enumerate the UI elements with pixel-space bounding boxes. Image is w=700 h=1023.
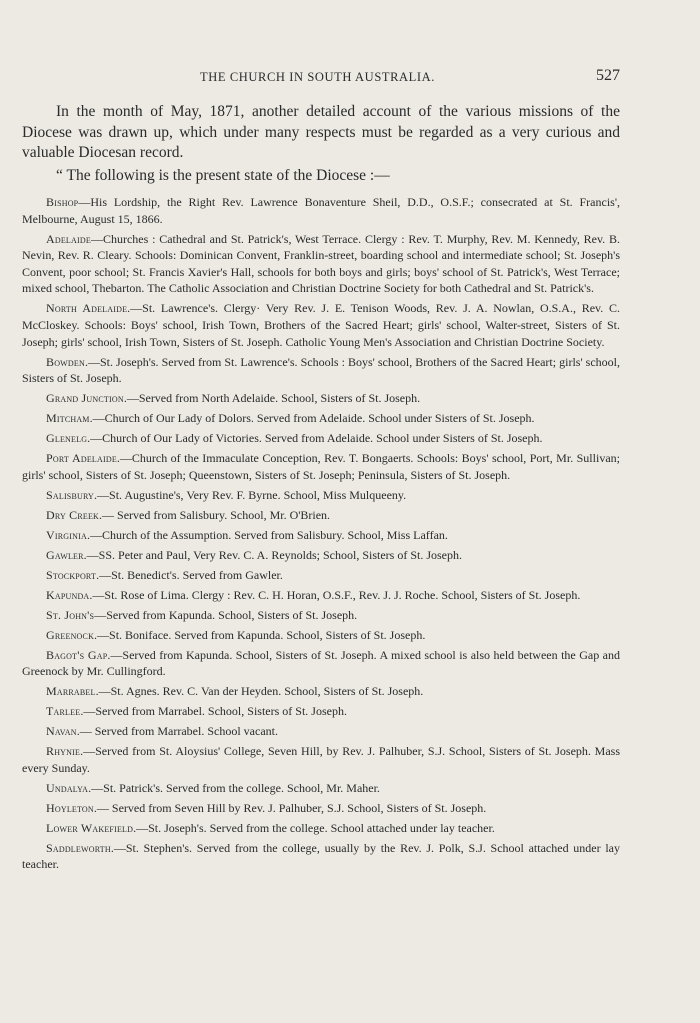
diocese-entry	[22, 507, 620, 524]
diocese-entries	[22, 194, 620, 873]
running-title: THE CHURCH IN SOUTH AUSTRALIA.	[200, 70, 436, 84]
entry-text: .—Served from Marrabel. School, Sisters of St. Joseph.	[80, 704, 347, 719]
entry-place: Grand Junction	[46, 391, 124, 406]
diocese-entry	[22, 231, 620, 297]
diocese-entry	[22, 450, 620, 483]
page-number: 527	[596, 67, 620, 84]
entry-place: Kapunda	[46, 587, 90, 602]
diocese-entry	[22, 567, 620, 584]
entry-place: Bishop	[46, 195, 79, 209]
entry-place: Dry Creek	[46, 507, 100, 522]
entry-place: Undalya	[46, 780, 89, 795]
entry-place: North Adelaide	[46, 301, 128, 316]
diocese-entry	[22, 354, 620, 387]
diocese-entry	[22, 780, 620, 797]
entry-text: .—Church of Our Lady of Victories. Served from Adelaide. School under Sisters of St. Joseph.	[87, 431, 543, 446]
entry-place: Tarlee	[46, 704, 81, 719]
diocese-entry	[22, 300, 620, 350]
entry-text: .—St. Patrick's. Served from the college. School, Mr. Maher.	[88, 780, 380, 795]
entry-text: .—St. Boniface. Served from Kapunda. School, Sisters of St. Joseph.	[94, 627, 426, 642]
entry-text: .—St. Stephen's. Served from the college, usually by the Rev. J. Polk, S.J. School attached under lay teacher.	[22, 840, 620, 872]
entry-text: .—St. Joseph's. Served from St. Lawrence's. Schools : Boys' school, Brothers of the Sacred Heart; girls' school, Sisters of St. Joseph.	[22, 354, 620, 386]
entry-place: Marrabel	[46, 684, 96, 699]
body-text	[22, 102, 620, 876]
diocese-entry	[22, 627, 620, 644]
entry-place: Hoyleton	[46, 800, 94, 815]
entry-text: .—St. Lawrence's. Clergy· Very Rev. J. E. Tenison Woods, Rev. J. A. Nowlan, O.S.A., Rev. C. McCloskey. Schools: Boys' school, Irish Town, Brothers of the Sacred Heart; girls' school, Walter-street, Sisters of St. Joseph; girls' school, Irish Town, Sisters of St. Joseph. Catholic Young Men's Association and Christian Doctrine Society.	[22, 301, 620, 349]
entry-text: .— Served from Salisbury. School, Mr. O'Brien.	[99, 507, 331, 522]
diocese-entry	[22, 194, 620, 227]
entry-place: Greenock	[46, 627, 95, 642]
entry-text: .—St. Augustine's, Very Rev. F. Byrne. School, Miss Mulqueeny.	[94, 487, 407, 502]
diocese-entry	[22, 607, 620, 624]
diocese-entry	[22, 743, 620, 776]
entry-place: Saddleworth	[46, 840, 111, 855]
entry-place: Rhynie	[46, 744, 81, 759]
diocese-entry	[22, 820, 620, 837]
entry-text: .—Served from Kapunda. School, Sisters of St. Joseph. A mixed school is also held between the Gap and Greenock by Mr. Cullingford.	[22, 647, 620, 679]
page-header	[0, 67, 700, 92]
diocese-entry	[22, 527, 620, 544]
diocese-entry	[22, 487, 620, 504]
entry-text: .—SS. Peter and Paul, Very Rev. C. A. Reynolds; School, Sisters of St. Joseph.	[83, 547, 463, 562]
entry-place: Gawler	[46, 547, 84, 562]
diocese-entry	[22, 587, 620, 604]
entry-place: Adelaide	[46, 231, 91, 246]
entry-place: St. John's	[46, 607, 95, 622]
diocese-entry	[22, 390, 620, 407]
entry-text: —Served from Kapunda. School, Sisters of St. Joseph.	[94, 607, 358, 622]
entry-text: .—Served from North Adelaide. School, Sisters of St. Joseph.	[123, 391, 421, 406]
entry-text: .—Served from St. Aloysius' College, Seven Hill, by Rev. J. Palhuber, S.J. School, Sisters of St. Joseph. Mass every Sunday.	[22, 744, 620, 775]
entry-place: Bagot's Gap	[46, 647, 108, 662]
diocese-entry	[22, 723, 620, 740]
entry-place: Lower Wakefield	[46, 820, 134, 835]
diocese-entry	[22, 430, 620, 447]
diocese-entry	[22, 703, 620, 720]
entry-place: Salisbury	[46, 487, 95, 502]
diocese-entry	[22, 547, 620, 564]
entry-text: .— Served from Seven Hill by Rev. J. Palhuber, S.J. School, Sisters of St. Joseph.	[93, 800, 487, 815]
intro-paragraph: In the month of May, 1871, another detailed account of the various missions of the Diocese was drawn up, which under many respects must be regarded as a very curious and valuable Diocesan record.	[22, 103, 620, 161]
diocese-entry	[22, 647, 620, 680]
entry-place: Stockport	[46, 567, 97, 582]
quote-opening: “ The following is the present state of the Diocese :—	[56, 166, 390, 184]
entry-place: Port Adelaide	[46, 451, 117, 466]
diocese-entry	[22, 840, 620, 873]
diocese-entry	[22, 683, 620, 700]
entry-text: .— Served from Marrabel. School vacant.	[76, 724, 278, 739]
entry-place: Virginia	[46, 527, 87, 542]
entry-place: Navan	[46, 724, 77, 739]
entry-text: .—St. Benedict's. Served from Gawler.	[96, 567, 283, 582]
diocese-entry	[22, 410, 620, 427]
entry-text: —Churches : Cathedral and St. Patrick's, West Terrace. Clergy : Rev. T. Murphy, Rev. M. Kennedy, Rev. B. Nevin, Rev. R. Cleary. Schools: Dominican Convent, Franklin-street, boarding school and intermediate school; St. Joseph's Convent, poor school; St. Francis Xavier's Hall, schools for both boys and girls; boys' school of St. Patrick's, West Terrace; mixed school, Thebarton. The Catholic Association and Christian Doctrine Society for both Cathedral and St. Patrick's.	[22, 231, 620, 296]
entry-place: Bowden	[46, 354, 85, 369]
entry-place: Mitcham	[46, 411, 90, 426]
entry-text: .—Church of the Immaculate Conception, Rev. T. Bongaerts. Schools: Boys' school, Port, Mr. Sullivan; girls' school, Sisters of St. Joseph; Queenstown, Sisters of St. Joseph; Peninsula, Sisters of St. Joseph.	[22, 451, 620, 482]
entry-text: .—St. Rose of Lima. Clergy : Rev. C. H. Horan, O.S.F., Rev. J. J. Roche. School, Sisters of St. Joseph.	[89, 587, 581, 602]
entry-text: .—Church of Our Lady of Dolors. Served from Adelaide. School under Sisters of St. Joseph.	[89, 411, 535, 426]
entry-text: .—St. Agnes. Rev. C. Van der Heyden. School, Sisters of St. Joseph.	[95, 684, 424, 699]
entry-text: —His Lordship, the Right Rev. Lawrence Bonaventure Sheil, D.D., O.S.F.; consecrated at St. Francis', Melbourne, August 15, 1866.	[22, 195, 620, 226]
entry-text: .—St. Joseph's. Served from the college. School attached under lay teacher.	[133, 820, 495, 835]
entry-text: .—Church of the Assumption. Served from Salisbury. School, Miss Laffan.	[86, 527, 448, 542]
diocese-entry	[22, 800, 620, 817]
entry-place: Glenelg	[46, 431, 88, 446]
